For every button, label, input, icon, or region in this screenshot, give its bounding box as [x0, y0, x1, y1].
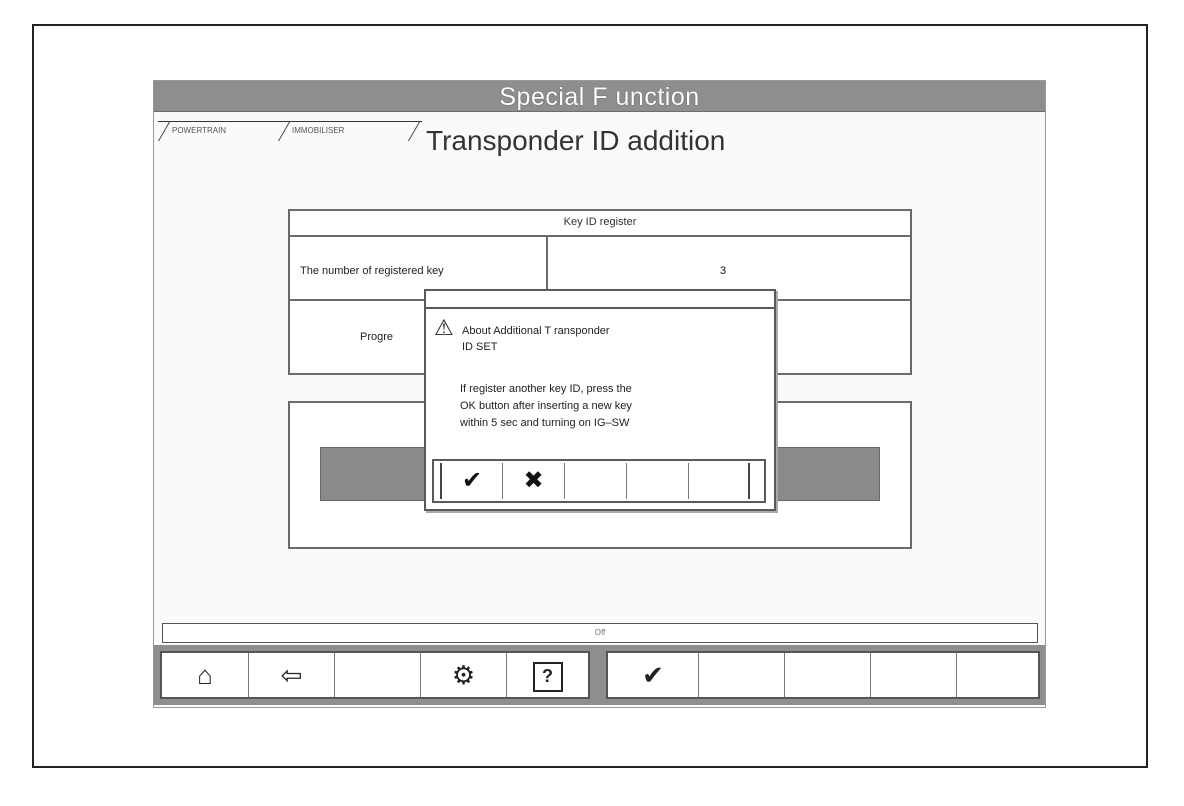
page-title: Transponder ID addition	[426, 125, 726, 156]
dialog-empty-button-1[interactable]	[564, 463, 626, 499]
action-button-left[interactable]	[320, 447, 430, 501]
dialog-button-bar	[432, 459, 766, 503]
home-icon: ⌂	[197, 660, 213, 690]
dialog-empty-button-2[interactable]	[626, 463, 688, 499]
help-button[interactable]	[506, 653, 588, 697]
back-icon: ⇦	[280, 660, 303, 690]
title-bar	[154, 81, 1045, 112]
breadcrumb-item-powertrain[interactable]: POWERTRAIN	[158, 121, 278, 140]
window-title: Special F unction	[499, 83, 700, 111]
breadcrumb-item-immobiliser[interactable]: IMMOBILISER	[278, 121, 408, 140]
toolbar-empty-button-3[interactable]	[870, 653, 956, 697]
toolbar-empty-button-1[interactable]	[698, 653, 784, 697]
app-screen	[153, 80, 1046, 708]
status-bar: Off	[162, 623, 1038, 643]
bottom-toolbar	[154, 645, 1045, 705]
toolbar-left-group	[160, 651, 590, 699]
home-button[interactable]	[162, 653, 248, 697]
registered-key-label: The number of registered key	[300, 265, 444, 277]
cancel-icon: ✖	[523, 467, 544, 494]
dialog-title-band	[426, 291, 774, 309]
back-button[interactable]	[248, 653, 334, 697]
toolbar-ok-button[interactable]	[608, 653, 698, 697]
dialog-empty-button-3[interactable]	[688, 463, 750, 499]
warning-icon: ⚠	[434, 315, 454, 340]
progress-label: Progre	[360, 331, 394, 343]
dialog-heading: About Additional T ransponder ID SET	[462, 325, 610, 353]
table-header: Key ID register	[290, 211, 910, 237]
check-icon: ✔	[642, 660, 664, 690]
toolbar-empty-button-2[interactable]	[784, 653, 870, 697]
toolbar-empty-button-4[interactable]	[956, 653, 1038, 697]
dialog-ok-button[interactable]	[440, 463, 502, 499]
settings-icon: ⚙	[451, 660, 476, 690]
breadcrumb-end	[408, 121, 422, 140]
settings-button[interactable]	[420, 653, 506, 697]
transponder-dialog	[424, 289, 776, 511]
action-button-right[interactable]	[774, 447, 880, 501]
dialog-message: If register another key ID, press the OK button after inserting a new key within 5 sec and turning on IG–SW	[460, 383, 632, 429]
registered-key-value: 3	[720, 265, 727, 277]
empty-toolbar-button[interactable]	[334, 653, 420, 697]
check-icon: ✔	[461, 467, 483, 494]
help-icon: ?	[533, 662, 563, 692]
dialog-cancel-button[interactable]	[502, 463, 564, 499]
toolbar-right-group	[606, 651, 1040, 699]
